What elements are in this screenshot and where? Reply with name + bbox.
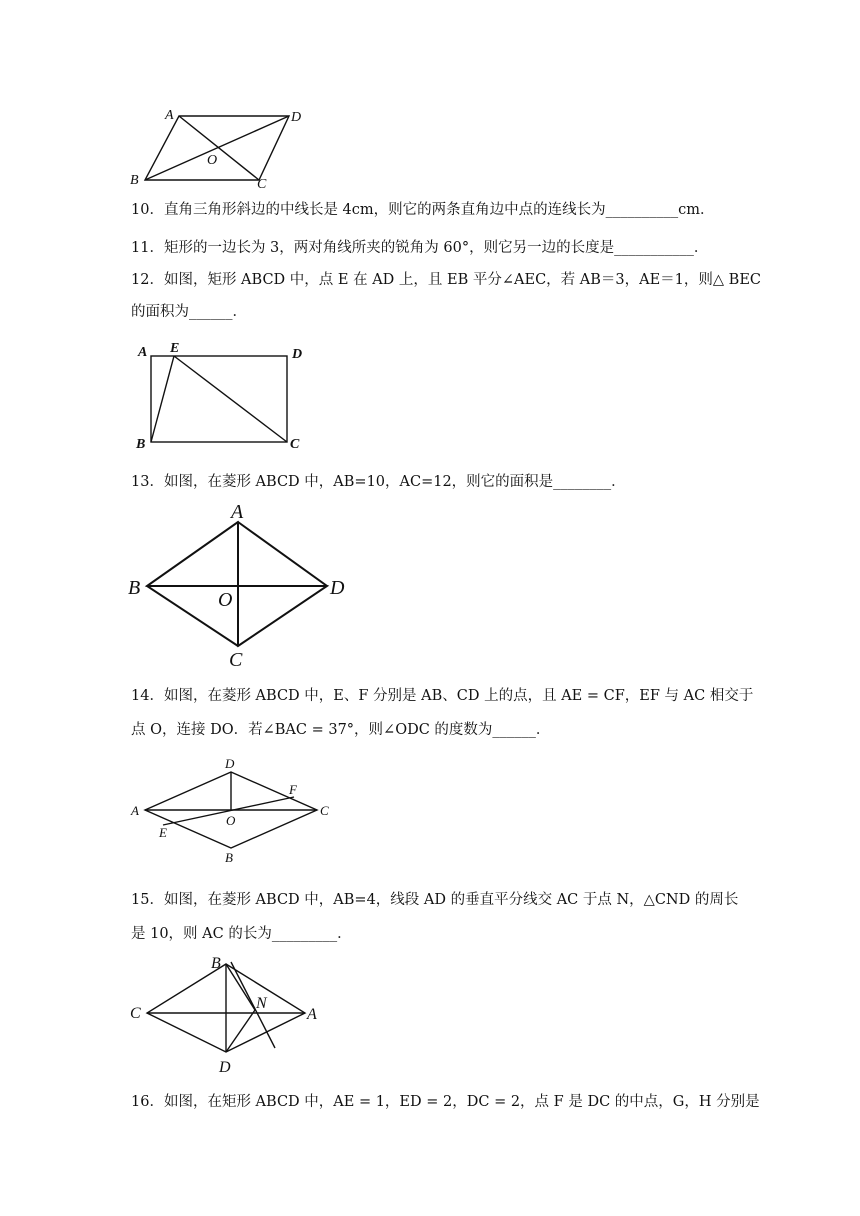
label-f: F — [289, 782, 297, 797]
question-number: 15． — [131, 892, 164, 908]
segment-eb — [151, 356, 174, 442]
question-number: 16． — [131, 1094, 164, 1110]
rectangle-figure — [130, 336, 315, 456]
label-a: A — [231, 501, 244, 523]
label-c: C — [290, 437, 300, 452]
question-16 — [131, 1092, 760, 1112]
label-o: O — [218, 589, 233, 611]
question-15-continued — [131, 924, 352, 944]
label-c: C — [229, 649, 243, 671]
rectangle-outline — [151, 356, 287, 442]
parallelogram-figure — [125, 100, 315, 195]
question-text-line2: 的面积为______． — [131, 304, 247, 320]
rhombus-figure-3 — [125, 948, 330, 1078]
label-c: C — [257, 177, 267, 192]
segment-bn — [226, 964, 255, 1010]
question-text-line1: 如图，在菱形 ABCD 中，AB=4，线段 AD 的垂直平分线交 AC 于点 N，△CND 的周长 — [163, 892, 739, 908]
question-text-line1: 如图，在菱形 ABCD 中，E、F 分别是 AB、CD 上的点，且 AE = CF，EF 与 AC 相交于 — [163, 688, 754, 704]
label-a: A — [131, 803, 139, 818]
question-number: 11． — [131, 240, 164, 256]
question-12 — [131, 270, 761, 290]
label-d: D — [330, 577, 345, 599]
question-14 — [131, 686, 753, 706]
segment-nd — [226, 1010, 255, 1052]
diagonal-ac — [179, 116, 259, 180]
label-c: C — [130, 1005, 141, 1022]
label-b: B — [128, 577, 141, 599]
label-o: O — [226, 813, 236, 828]
question-number: 14． — [131, 688, 164, 704]
label-o: O — [207, 153, 218, 168]
label-d: D — [292, 347, 303, 362]
question-15 — [131, 890, 738, 910]
label-e: E — [159, 825, 167, 840]
label-b: B — [225, 850, 233, 865]
question-number: 12． — [131, 272, 164, 288]
question-text-line2: 点 O，连接 DO．若∠BAC = 37°，则∠ODC 的度数为______． — [131, 722, 551, 738]
question-14-continued — [131, 720, 550, 740]
question-10 — [131, 200, 715, 220]
question-text: 如图，在菱形 ABCD 中，AB=10，AC=12，则它的面积是________． — [163, 474, 626, 490]
label-b: B — [130, 173, 139, 188]
rhombus-figure-2 — [125, 752, 340, 870]
label-a: A — [307, 1006, 317, 1023]
label-n: N — [256, 995, 267, 1012]
segment-ae-extra — [145, 797, 294, 810]
label-d: D — [225, 756, 235, 771]
question-text-line1: 如图，矩形 ABCD 中，点 E 在 AD 上，且 EB 平分∠AEC，若 AB＝3，AE＝1，则△ BEC — [163, 272, 761, 288]
question-text: 直角三角形斜边的中线长是 4cm，则它的两条直角边中点的连线长为__________cm． — [163, 202, 715, 218]
question-number: 13． — [131, 474, 164, 490]
question-13 — [131, 472, 626, 492]
label-e: E — [170, 341, 180, 356]
question-12-continued — [131, 302, 247, 322]
rhombus-figure-1 — [125, 498, 355, 676]
segment-ec — [174, 356, 287, 442]
question-text: 矩形的一边长为 3，两对角线所夹的锐角为 60°，则它另一边的长度是___________． — [163, 240, 709, 256]
label-a: A — [165, 108, 174, 123]
question-number: 10． — [131, 202, 164, 218]
label-b: B — [211, 955, 221, 972]
label-c: C — [320, 803, 329, 818]
label-d: D — [219, 1059, 231, 1076]
diagonal-bd — [145, 116, 289, 180]
question-text: 如图，在矩形 ABCD 中，AE = 1，ED = 2，DC = 2，点 F 是 DC 的中点，G，H 分别是 — [163, 1094, 760, 1110]
question-text-line2: 是 10，则 AC 的长为_________． — [131, 926, 352, 942]
label-b: B — [136, 437, 146, 452]
question-11 — [131, 238, 708, 258]
label-d: D — [291, 110, 302, 125]
label-a: A — [138, 345, 148, 360]
